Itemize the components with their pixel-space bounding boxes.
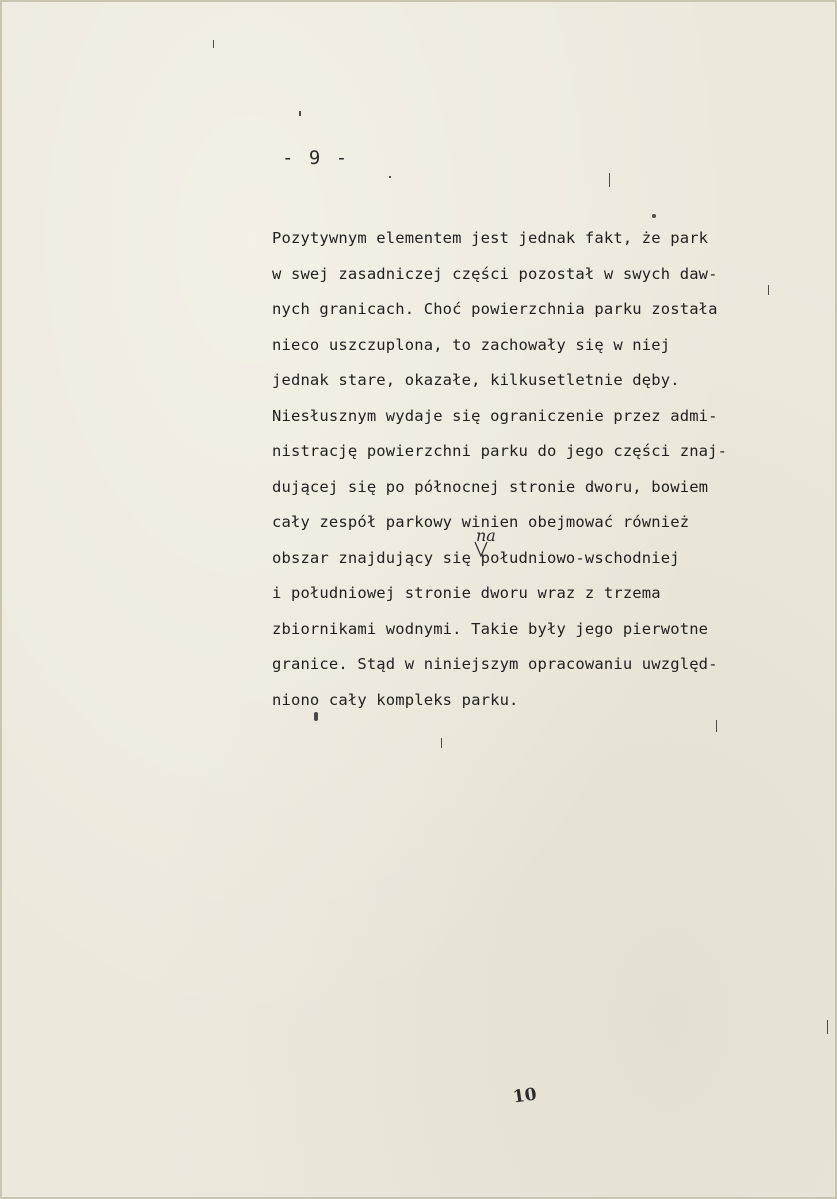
text-line: nych granicach. Choć powierzchnia parku została xyxy=(272,300,718,318)
page-number: - 9 - xyxy=(282,147,350,169)
text-line: Niesłusznym wydaje się ograniczenie przez admi- xyxy=(272,406,718,425)
scan-speck xyxy=(768,285,769,295)
scan-speck xyxy=(314,712,318,721)
text-line: obszar znajdujący się południowo-wschodniej xyxy=(272,548,680,567)
scan-speck xyxy=(213,40,214,48)
scan-speck xyxy=(827,1020,828,1034)
text-line: granice. Stąd w niniejszym opracowaniu uwzględ- xyxy=(272,655,718,673)
bottom-mark: 10 xyxy=(511,1084,538,1108)
text-line: nieco uszczuplona, to zachowały się w niej xyxy=(272,335,671,354)
scan-speck xyxy=(299,111,301,116)
scan-speck xyxy=(716,720,717,732)
text-line: zbiornikami wodnymi. Takie były jego pierwotne xyxy=(272,619,709,638)
text-line: niono cały kompleks parku. xyxy=(272,690,519,709)
text-line: jednak stare, okazałe, kilkusetletnie dęby. xyxy=(272,371,680,389)
scan-speck xyxy=(652,214,656,218)
scan-speck xyxy=(441,738,442,748)
scan-speck xyxy=(389,176,391,178)
text-line: dującej się po północnej stronie dworu, bowiem xyxy=(272,477,709,496)
text-line: i południowej stronie dworu wraz z trzema xyxy=(272,584,661,602)
text-line: nistrację powierzchni parku do jego części znaj- xyxy=(272,442,728,460)
handwritten-insertion: na xyxy=(476,526,496,545)
text-line: w swej zasadniczej części pozostał w swych daw- xyxy=(272,264,718,283)
text-line: Pozytywnym elementem jest jednak fakt, że park xyxy=(272,229,709,247)
scan-speck xyxy=(609,173,610,187)
insertion-caret-icon xyxy=(474,540,488,558)
body-paragraph xyxy=(272,221,792,718)
text-line: cały zespół parkowy winien obejmować również xyxy=(272,513,690,531)
